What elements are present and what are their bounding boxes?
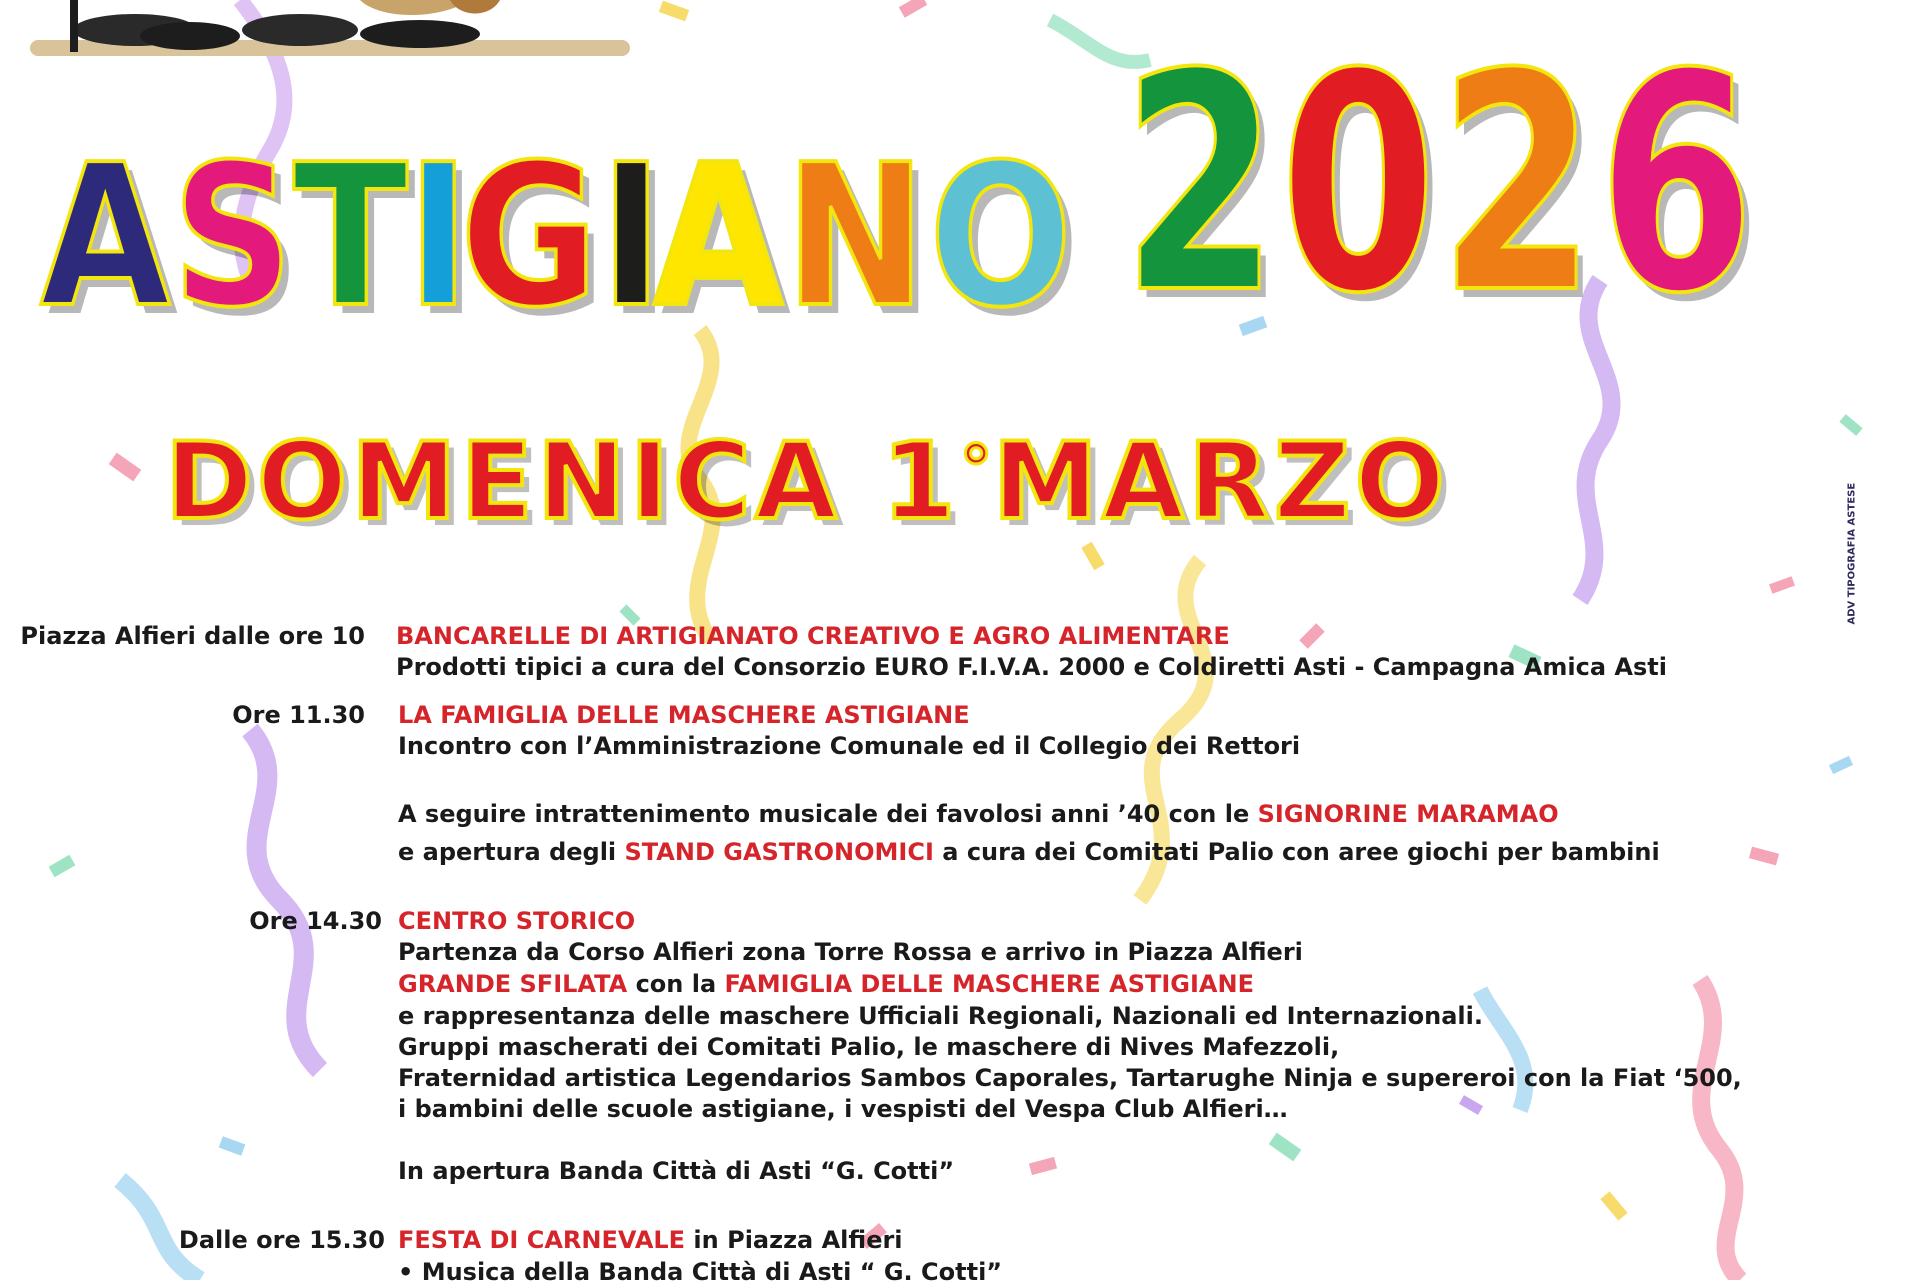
schedule-line [398,1226,903,1254]
schedule-text: e apertura degli [398,838,625,866]
schedule-text: a cura dei Comitati Palio con aree giochi per bambini [933,838,1660,866]
schedule-line: Prodotti tipici a cura del Consorzio EURO F.I.V.A. 2000 e Coldiretti Asti - Campagna Amica Asti [396,653,1667,681]
title-letter: T [292,123,408,351]
schedule-line: i bambini delle scuole astigiane, i vespisti del Vespa Club Alfieri… [398,1095,1288,1123]
event-date [165,420,1449,543]
schedule-heading: CENTRO STORICO [398,907,636,935]
title-letter: A [653,123,784,351]
title-letter: I [406,123,470,351]
schedule-line [398,970,1254,998]
date-degree: ° [959,431,993,508]
date-month: MARZO [992,420,1449,543]
schedule-time: Dalle ore 15.30 [178,1226,385,1254]
schedule-highlight: GRANDE SFILATA [398,970,628,998]
schedule-text: con la [627,970,725,998]
year-digit: 0 [1280,10,1438,359]
title-letter: O [929,123,1073,351]
schedule-highlight: SIGNORINE MARAMAO [1257,800,1559,828]
year-digit: 6 [1597,10,1755,359]
schedule-line [398,838,1660,866]
printer-mark-text: ADV TIPOGRAFIA ASTESE [1846,482,1858,625]
schedule-bullet: • Musica della Banda Città di Asti “ G. Cotti” [398,1258,1003,1286]
schedule-heading: BANCARELLE DI ARTIGIANATO CREATIVO E AGRO ALIMENTARE [396,622,1230,650]
schedule-line: Fraternidad artistica Legendarios Sambos Caporales, Tartarughe Ninja e supereroi con la Fiat ‘500, [398,1064,1742,1092]
title-letter: A [40,123,171,351]
schedule-line: Partenza da Corso Alfieri zona Torre Rossa e arrivo in Piazza Alfieri [398,938,1303,966]
schedule-text: A seguire intrattenimento musicale dei favolosi anni ’40 con le [398,800,1258,828]
schedule-text: in Piazza Alfieri [685,1226,903,1254]
title-letter: N [785,123,927,351]
date-day: DOMENICA 1 [165,420,960,543]
schedule-line: e rappresentanza delle maschere Ufficiali Regionali, Nazionali ed Internazionali. [398,1002,1484,1030]
title-letter: G [459,123,598,351]
schedule-line [398,800,1559,828]
schedule-heading: LA FAMIGLIA DELLE MASCHERE ASTIGIANE [398,701,970,729]
year-digit: 2 [1121,10,1279,359]
year-digit: 2 [1439,10,1596,359]
schedule-highlight: STAND GASTRONOMICI [624,838,934,866]
title-letter: S [171,123,294,351]
schedule-line: Incontro con l’Amministrazione Comunale ed il Collegio dei Rettori [398,732,1301,760]
schedule-time: Piazza Alfieri dalle ore 10 [20,622,365,650]
schedule-heading: FESTA DI CARNEVALE [398,1226,686,1254]
schedule-time: Ore 11.30 [232,701,365,729]
schedule-time: Ore 14.30 [249,907,382,935]
schedule-line: In apertura Banda Città di Asti “G. Cotti” [398,1157,955,1185]
event-title [40,5,1757,359]
title-letter: I [600,123,664,351]
printer-mark [1838,482,1866,637]
schedule-highlight: FAMIGLIA DELLE MASCHERE ASTIGIANE [724,970,1254,998]
schedule-line: Gruppi mascherati dei Comitati Palio, le maschere di Nives Mafezzoli, [398,1033,1340,1061]
